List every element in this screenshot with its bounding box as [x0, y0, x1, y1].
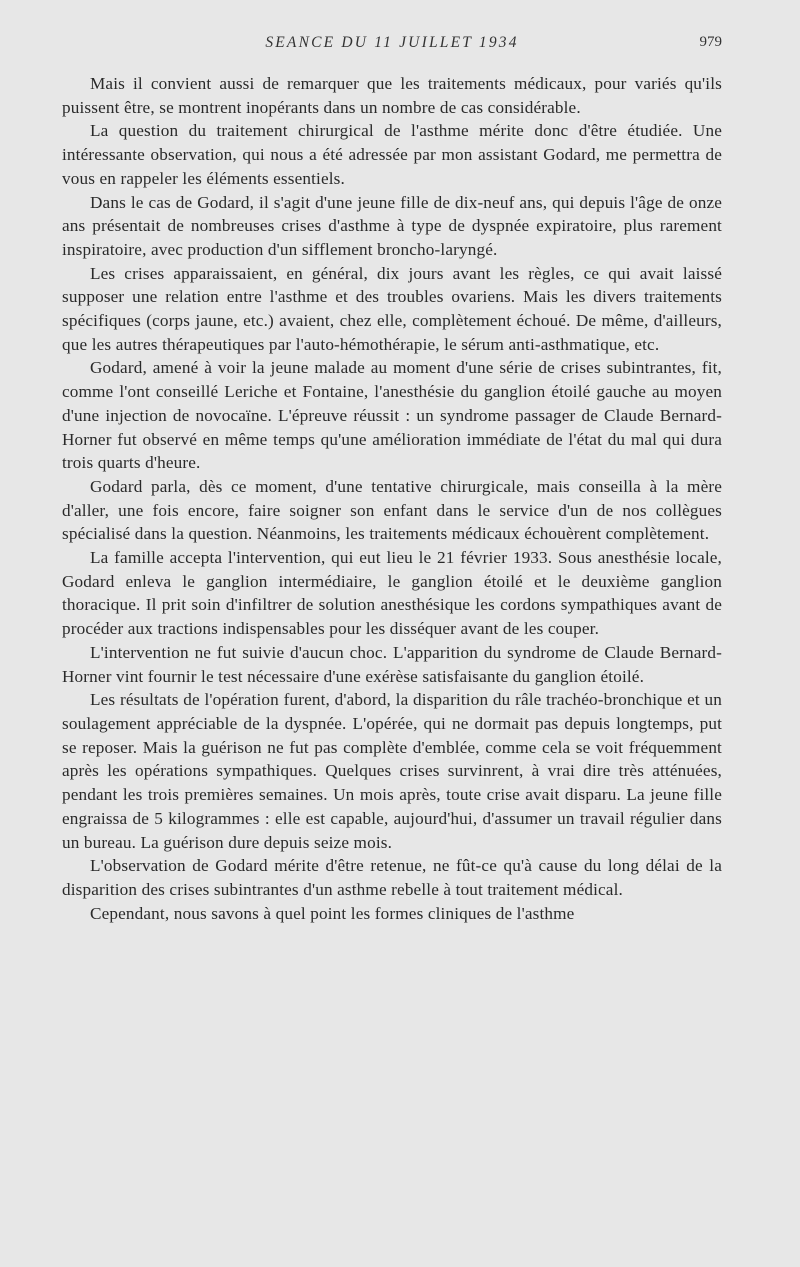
paragraph: La question du traitement chirurgical de l'asthme mérite donc d'être étudiée. Une intéressante observation, qui nous a été adressée par mon assistant Godard, me permettra de vous en rappeler les éléments essentiels.: [62, 121, 722, 188]
paragraph: La famille accepta l'intervention, qui eut lieu le 21 février 1933. Sous anesthésie locale, Godard enleva le ganglion intermédiaire, le ganglion étoilé et le deuxième ganglion thoracique. Il prit soin d'infiltrer de solution anesthésique les cordons sympathiques avant de procéder aux tractions indispensables pour les disséquer avant de les couper.: [62, 548, 722, 639]
paragraph: Dans le cas de Godard, il s'agit d'une jeune fille de dix-neuf ans, qui depuis l'âge de onze ans présentait de nombreuses crises d'asthme à type de dyspnée expiratoire, plus rarement inspiratoire, avec production d'un sifflement broncho-laryngé.: [62, 192, 722, 259]
paragraph: Les résultats de l'opération furent, d'abord, la disparition du râle trachéo-bronchique et un soulagement appréciable de la dyspnée. L'opérée, qui ne dormait pas depuis longtemps, put se reposer. Mais la guérison ne fut pas complète d'emblée, comme cela se voit fréquemment après les opérations sympathiques. Quelques crises survinrent, à vrai dire très atténuées, pendant les trois premières semaines. Un mois après, toute crise avait disparu. La jeune fille engraissa de 5 kilogrammes : elle est capable, aujourd'hui, d'assumer un travail régulier dans un bureau. La guérison dure depuis seize mois.: [62, 690, 722, 852]
paragraph: L'intervention ne fut suivie d'aucun choc. L'apparition du syndrome de Claude Bernard-Horner vint fournir le test nécessaire d'une exérèse satisfaisante du ganglion étoilé.: [62, 642, 722, 686]
page-header: [62, 34, 722, 58]
running-title: SEANCE DU 11 JUILLET 1934: [265, 34, 519, 51]
paragraph: L'observation de Godard mérite d'être retenue, ne fût-ce qu'à cause du long délai de la disparition des crises subintrantes d'un asthme rebelle à tout traitement médical.: [62, 856, 722, 899]
paragraph: Godard parla, dès ce moment, d'une tentative chirurgicale, mais conseilla à la mère d'aller, une fois encore, faire soigner son enfant dans le service d'un de nos collègues spécialisé dans la question. Néanmoins, les traitements médicaux échouèrent complètement.: [62, 476, 722, 544]
page-number: 979: [699, 34, 722, 50]
paragraph: Godard, amené à voir la jeune malade au moment d'une série de crises subintrantes, fit, comme l'ont conseillé Leriche et Fontaine, l'anesthésie du ganglion étoilé gauche au moyen d'une injection de novocaïne. L'épreuve réussit : un syndrome passager de Claude Bernard-Horner fut observé en même temps qu'une amélioration immédiate de l'état du mal qui dura trois quarts d'heure.: [62, 358, 722, 473]
body-text: [62, 72, 722, 925]
paragraph: Les crises apparaissaient, en général, dix jours avant les règles, ce qui avait laissé supposer une relation entre l'asthme et des troubles ovariens. Mais les divers traitements spécifiques (corps jaune, etc.) avaient, chez elle, complètement échoué. De même, d'ailleurs, que les autres thérapeutiques par l'auto-hémothérapie, le sérum anti-asthmatique, etc.: [62, 263, 722, 354]
paragraph: Mais il convient aussi de remarquer que les traitements médicaux, pour variés qu'ils puissent être, se montrent inopérants dans un nombre de cas considérable.: [62, 74, 722, 117]
paragraph: Cependant, nous savons à quel point les formes cliniques de l'asthme: [90, 903, 575, 923]
